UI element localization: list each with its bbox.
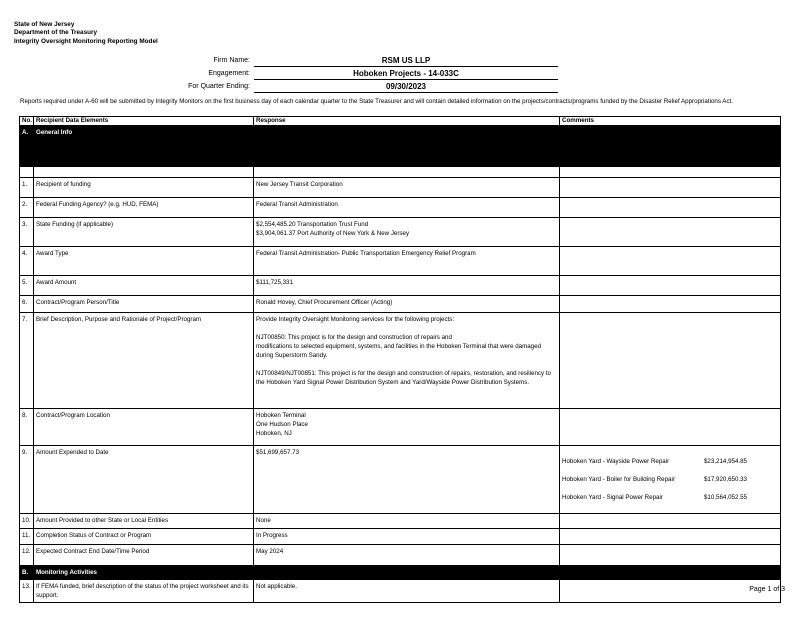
header-department: Department of the Treasury — [14, 29, 98, 37]
header-state: State of New Jersey — [14, 21, 75, 28]
table-row — [20, 313, 781, 409]
row-comment — [560, 529, 781, 545]
row-element: Expected Contract End Date/Time Period — [34, 545, 254, 566]
row-element: Federal Funding Agency? (e.g. HUD, FEMA) — [34, 198, 254, 218]
row-response: Federal Transit Administration — [254, 198, 560, 218]
row-element: Amount Expended to Date — [34, 446, 254, 514]
quarter-label: For Quarter Ending: — [188, 83, 250, 90]
engagement-value: Hoboken Projects - 14-033C — [353, 69, 459, 78]
row-comment — [560, 247, 781, 276]
row-element: Award Type — [34, 247, 254, 276]
row-response: None — [254, 514, 560, 529]
row-response: Not applicable. — [254, 580, 560, 603]
row-number: 11. — [20, 529, 34, 545]
section-a-letter: A. — [20, 126, 34, 140]
document-header — [14, 21, 158, 46]
quarter-value: 09/30/2023 — [385, 82, 427, 91]
col-no-header: No. — [20, 117, 34, 126]
row-response: $2,554,485.20 Transportation Trust Fund $3,904,061.37 Port Authority of New York & New Jersey — [254, 218, 560, 247]
row-response: Ronald Hovey, Chief Procurement Officer (Acting) — [254, 296, 560, 313]
row-element: Brief Description, Purpose and Rationale of Project/Program — [34, 313, 254, 409]
table-row — [20, 276, 781, 296]
row-response: $51,699,657.73 — [254, 446, 560, 514]
section-b-title: Monitoring Activities — [34, 566, 781, 580]
col-element-header: Recipient Data Elements — [34, 117, 254, 126]
section-a-filler — [20, 140, 781, 167]
section-a-row — [20, 126, 781, 140]
header-model-title: Integrity Oversight Monitoring Reporting Model — [14, 37, 158, 45]
table-row — [20, 247, 781, 276]
col-response-header: Response — [254, 117, 560, 126]
row-element: State Funding (if applicable) — [34, 218, 254, 247]
expenditure-line: Hoboken Yard - Boiler for Building Repair $17,920,650.33 — [562, 476, 747, 483]
section-b-row — [20, 566, 781, 580]
row-element: Contract/Program Location — [34, 409, 254, 446]
row-number: 13. — [20, 580, 34, 603]
row-comment — [560, 218, 781, 247]
row-response: $111,725,331 — [254, 276, 560, 296]
row-number: 5. — [20, 276, 34, 296]
row-element: Completion Status of Contract or Program — [34, 529, 254, 545]
row-number: 4. — [20, 247, 34, 276]
row-comment-expenditures — [560, 446, 781, 514]
table-row — [20, 514, 781, 529]
row-number: 7. — [20, 313, 34, 409]
row-comment — [560, 545, 781, 566]
row-response: Provide Integrity Oversight Monitoring services for the following projects: NJT00850: This project is for the design and construction of repairs and modifications to selected equipment, systems, and facilities in the Hoboken Terminal that were damaged during Superstorm Sandy. NJT00849/NJT00851: This project is for the design and construction of repairs, restoration, and resiliency to the Hoboken Yard Signal Power Distribution System and Yard/Wayside Power Distribution Systems. — [254, 313, 560, 409]
row-element: Amount Provided to other State or Local Entities — [34, 514, 254, 529]
table-row — [20, 545, 781, 566]
row-number: 2. — [20, 198, 34, 218]
quarter-underline — [254, 92, 558, 93]
expenditure-line: Hoboken Yard - Wayside Power Repair $23,214,954.85 — [562, 458, 747, 465]
row-comment — [560, 580, 781, 603]
page-number: Page 1 of 3 — [749, 586, 785, 593]
table-row — [20, 446, 781, 514]
row-comment — [560, 276, 781, 296]
row-element: Contract/Program Person/Title — [34, 296, 254, 313]
firm-label: Firm Name: — [213, 57, 250, 64]
reporting-note: Reports required under A-60 will be submitted by Integrity Monitors on the first business day of each calendar quarter to the State Treasurer and will contain detailed information on the projects/contracts/programs funded by the Disaster Relief Appropriations Act. — [20, 98, 733, 105]
row-number: 1. — [20, 178, 34, 198]
row-comment — [560, 198, 781, 218]
row-comment — [560, 514, 781, 529]
row-response: In Progress — [254, 529, 560, 545]
row-number: 8. — [20, 409, 34, 446]
col-comments-header: Comments — [560, 117, 781, 126]
row-element: Recipient of funding — [34, 178, 254, 198]
table-header-row — [20, 117, 781, 126]
section-a-title: General Info — [34, 126, 781, 140]
row-element: Award Amount — [34, 276, 254, 296]
engagement-underline — [254, 79, 558, 80]
table-row — [20, 218, 781, 247]
section-b-letter: B. — [20, 566, 34, 580]
row-response: Hoboken Terminal One Hudson Place Hoboken, NJ — [254, 409, 560, 446]
row-number: 12. — [20, 545, 34, 566]
row-comment — [560, 178, 781, 198]
row-element: If FEMA funded, brief description of the status of the project worksheet and its support. — [34, 580, 254, 603]
recipient-data-table — [19, 116, 781, 603]
row-response: May 2024 — [254, 545, 560, 566]
row-comment — [560, 296, 781, 313]
row-number: 3. — [20, 218, 34, 247]
row-response: New Jersey Transit Corporation — [254, 178, 560, 198]
spacer-row — [20, 167, 781, 178]
table-row — [20, 296, 781, 313]
table-row — [20, 198, 781, 218]
firm-underline — [254, 66, 558, 67]
row-response: Federal Transit Administration- Public Transportation Emergency Relief Program — [254, 247, 560, 276]
row-comment — [560, 313, 781, 409]
row-number: 9. — [20, 446, 34, 514]
expenditure-line: Hoboken Yard - Signal Power Repair $10,564,052.55 — [562, 494, 747, 501]
table-row — [20, 529, 781, 545]
row-number: 6. — [20, 296, 34, 313]
firm-value: RSM US LLP — [381, 56, 431, 65]
engagement-label: Engagement: — [208, 70, 250, 77]
table-row — [20, 178, 781, 198]
row-comment — [560, 409, 781, 446]
row-number: 10. — [20, 514, 34, 529]
table-row — [20, 409, 781, 446]
table-row — [20, 580, 781, 603]
